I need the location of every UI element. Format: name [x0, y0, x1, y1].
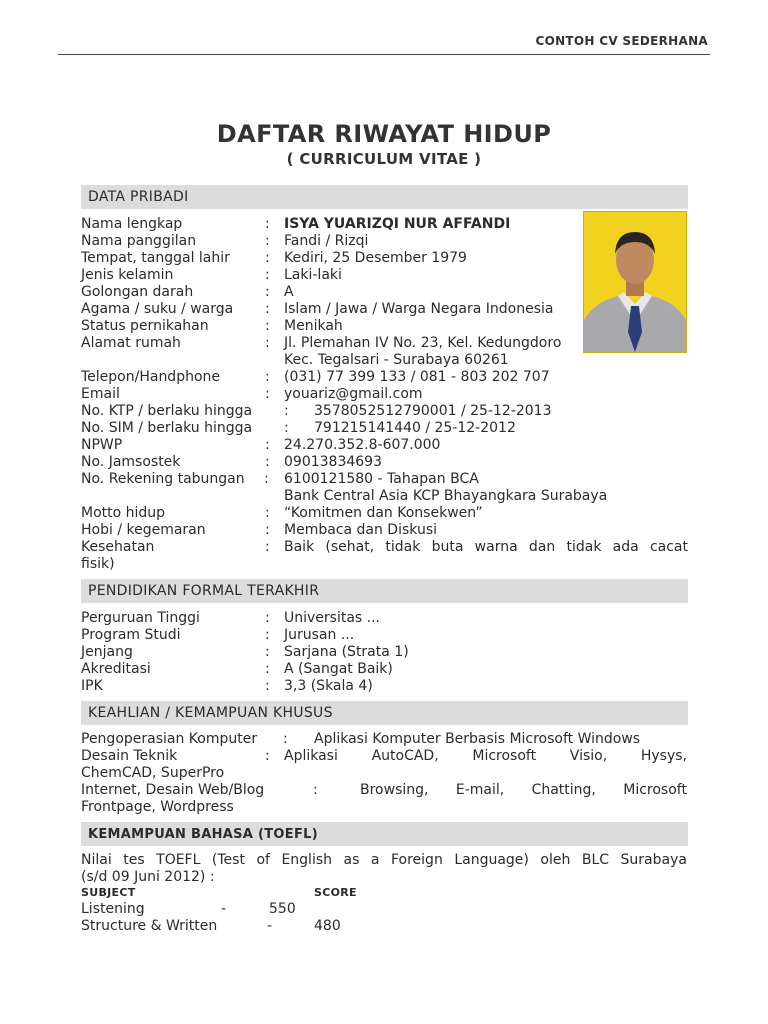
document-subtitle: ( CURRICULUM VITAE ) — [286, 150, 482, 168]
row-alamat: Alamat rumah : Jl. Plemahan IV No. 23, Kel. Kedungdoro — [81, 335, 562, 351]
document-title: DAFTAR RIWAYAT HIDUP — [216, 120, 552, 148]
person-portrait-icon — [584, 212, 686, 352]
section-title: PENDIDIKAN FORMAL TERAKHIR — [88, 583, 320, 599]
column-header-score: SCORE — [314, 886, 357, 899]
section-data-pribadi — [81, 185, 688, 209]
row-desain-teknik: Desain Teknik : Aplikasi AutoCAD, Microsoft Visio, Hysys, — [81, 748, 687, 764]
internet-words: Browsing, E-mail, Chatting, Microsoft — [360, 782, 687, 798]
section-bahasa — [81, 822, 688, 846]
section-title: KEMAMPUAN BAHASA (TOEFL) — [88, 827, 318, 842]
row-kesehatan: Kesehatan : Baik (sehat, tidak buta warna dan tidak ada cacat — [81, 539, 688, 555]
header-label: CONTOH CV SEDERHANA — [535, 34, 708, 48]
column-header-subject: SUBJECT — [81, 886, 136, 899]
profile-photo — [583, 211, 687, 353]
desain-teknik-words: Aplikasi AutoCAD, Microsoft Visio, Hysys, — [284, 748, 687, 764]
section-title: KEAHLIAN / KEMAMPUAN KHUSUS — [88, 705, 333, 721]
section-title: DATA PRIBADI — [88, 189, 189, 205]
bahasa-intro: Nilai tes TOEFL (Test of English as a Foreign Language) oleh BLC Surabaya — [81, 852, 687, 868]
full-name: ISYA YUARIZQI NUR AFFANDI — [284, 216, 511, 232]
section-keahlian — [81, 701, 688, 725]
section-pendidikan — [81, 579, 688, 603]
row-internet: Internet, Desain Web/Blog : Browsing, E-mail, Chatting, Microsoft — [81, 782, 687, 798]
header-divider — [58, 54, 710, 55]
